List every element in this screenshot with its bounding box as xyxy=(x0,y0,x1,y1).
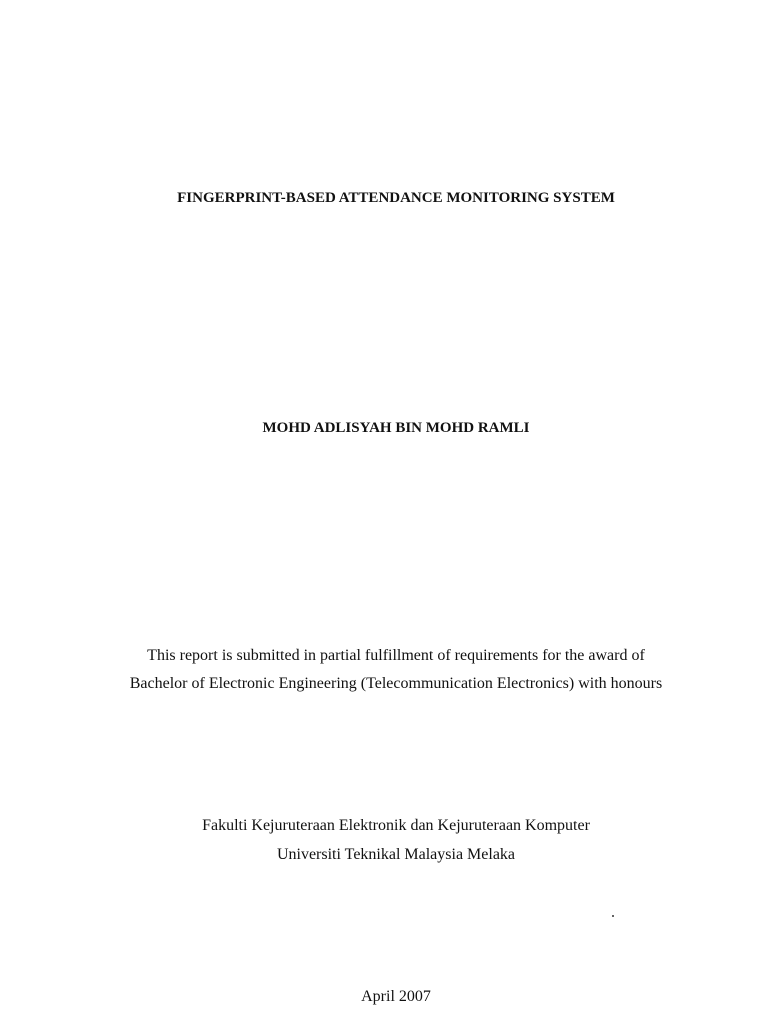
report-title: FINGERPRINT-BASED ATTENDANCE MONITORING SYSTEM xyxy=(177,190,615,206)
university-name: Universiti Teknikal Malaysia Melaka xyxy=(276,846,516,863)
author-name: MOHD ADLISYAH BIN MOHD RAMLI xyxy=(262,420,530,436)
submission-statement-line-2: Bachelor of Electronic Engineering (Telecommunication Electronics) with honours xyxy=(129,675,663,692)
submission-date: April 2007 xyxy=(361,988,431,1005)
faculty-name: Fakulti Kejuruteraan Elektronik dan Kejuruteraan Komputer xyxy=(202,817,590,834)
scan-speck xyxy=(612,915,614,917)
submission-statement-line-1: This report is submitted in partial fulfillment of requirements for the award of xyxy=(147,647,645,664)
